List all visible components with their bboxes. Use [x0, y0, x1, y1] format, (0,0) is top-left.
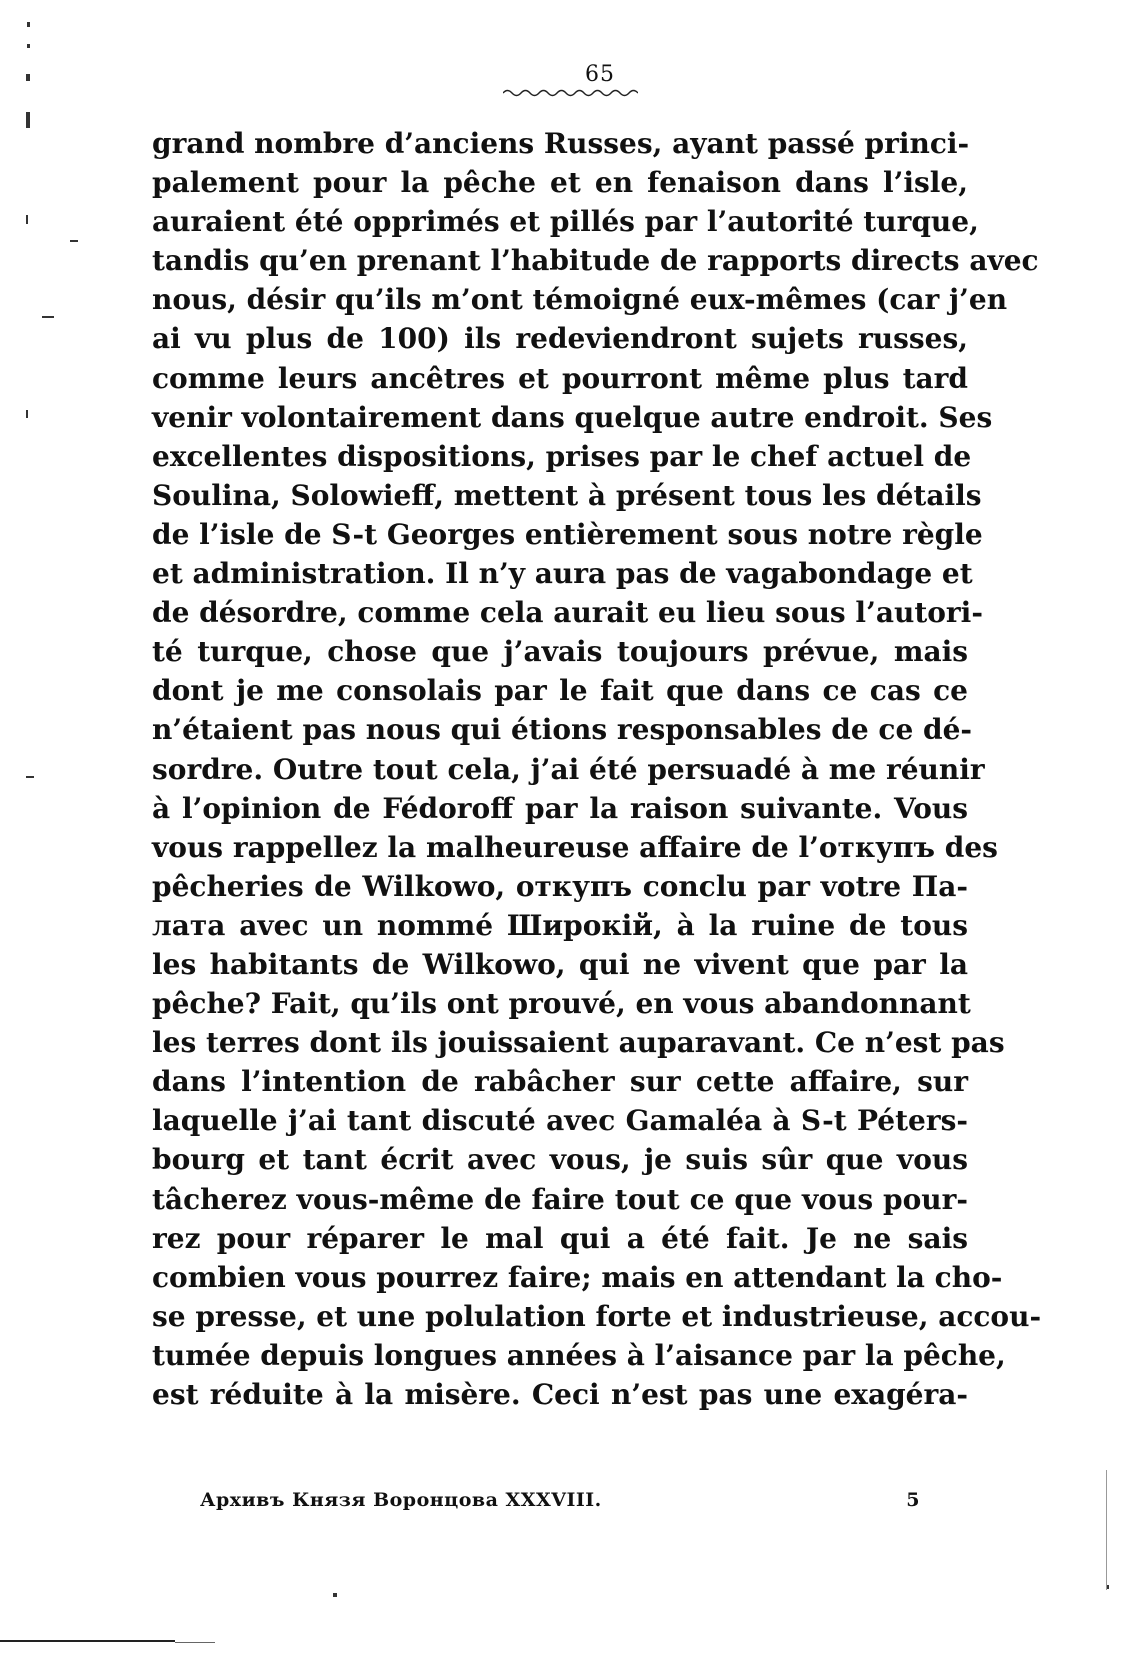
text-line: les habitants de Wilkowo, qui ne vivent que par la: [152, 947, 968, 981]
text-line: palement pour la pêche et en fenaison dans l’isle,: [152, 166, 968, 200]
text-line: dans l’intention de rabâcher sur cette affaire, sur: [152, 1065, 968, 1099]
text-line: pêcheries de Wilkowo, откупъ conclu par votre Па-: [152, 869, 968, 903]
scan-mark: [27, 44, 30, 48]
text-line: grand nombre d’anciens Russes, ayant passé princi-: [152, 127, 970, 160]
page-footer: [200, 1489, 920, 1511]
text-line: n’étaient pas nous qui étions responsables de ce dé-: [152, 713, 973, 747]
bottom-rule-tail: [175, 1642, 215, 1643]
scan-mark: [26, 215, 28, 224]
text-line: de l’isle de S-t Georges entièrement sous notre règle: [152, 517, 983, 551]
text-line: dont je me consolais par le fait que dans ce cas ce: [152, 674, 968, 708]
text-line: combien vous pourrez faire; mais en attendant la cho-: [152, 1260, 1003, 1294]
text-line: rez pour réparer le mal qui a été fait. Je ne sais: [152, 1221, 968, 1255]
scan-mark: [26, 74, 30, 81]
scan-mark: [42, 316, 54, 318]
text-line: tandis qu’en prenant l’habitude de rapports directs avec: [152, 244, 1039, 278]
text-line: pêche? Fait, qu’ils ont prouvé, en vous abandonnant: [152, 987, 971, 1021]
text-line: laquelle j’ai tant discuté avec Gamaléa à S-t Péters-: [152, 1104, 968, 1138]
text-line: Soulina, Solowieff, mettent à présent tous les détails: [152, 478, 982, 512]
body-text: [152, 124, 1042, 1414]
wavy-ornament-icon: [503, 88, 638, 98]
page-number-text: 65: [585, 62, 615, 87]
text-line: nous, désir qu’ils m’ont témoigné eux-mêmes (car j’en: [152, 283, 1008, 317]
text-line: sordre. Outre tout cela, j’ai été persuadé à me réunir: [152, 752, 985, 786]
scan-mark: [26, 410, 28, 418]
text-line: venir volontairement dans quelque autre endroit. Ses: [152, 400, 993, 434]
text-line: de désordre, comme cela aurait eu lieu sous l’autori-: [152, 596, 983, 630]
scan-mark: [26, 112, 30, 128]
scan-mark: [333, 1593, 337, 1597]
bottom-rule: [0, 1640, 175, 1642]
text-line: et administration. Il n’y aura pas de vagabondage et: [152, 557, 973, 591]
page-number: [0, 62, 1140, 87]
text-line: excellentes dispositions, prises par le chef actuel de: [152, 439, 972, 473]
page-edge-line: [1106, 1470, 1107, 1590]
text-line: les terres dont ils jouissaient auparavant. Ce n’est pas: [152, 1026, 1005, 1060]
text-line: se presse, et une polulation forte et industrieuse, accou-: [152, 1299, 1042, 1333]
text-line: vous rappellez la malheureuse affaire de l’откупъ des: [152, 830, 998, 864]
text-line: bourg et tant écrit avec vous, je suis sûr que vous: [152, 1143, 968, 1177]
text-line: auraient été opprimés et pillés par l’autorité turque,: [152, 205, 979, 239]
text-line: лата avec un nommé Широкій, à la ruine de tous: [152, 908, 968, 942]
text-line: à l’opinion de Fédoroff par la raison suivante. Vous: [152, 791, 968, 825]
footer-sheet-number: 5: [906, 1489, 920, 1511]
scan-mark: [26, 776, 34, 778]
text-line: ai vu plus de 100) ils redeviendront sujets russes,: [152, 322, 968, 356]
text-line: tumée depuis longues années à l’aisance par la pêche,: [152, 1338, 1006, 1372]
scan-mark: [27, 22, 30, 27]
text-line: té turque, chose que j’avais toujours prévue, mais: [152, 635, 968, 669]
text-line: est réduite à la misère. Ceci n’est pas une exagéra-: [152, 1378, 968, 1411]
scan-mark: [70, 240, 78, 242]
footer-title: Архивъ Князя Воронцова XXXVIII.: [200, 1489, 602, 1511]
text-line: tâcherez vous-même de faire tout ce que vous pour-: [152, 1182, 968, 1216]
text-line: comme leurs ancêtres et pourront même plus tard: [152, 361, 968, 395]
